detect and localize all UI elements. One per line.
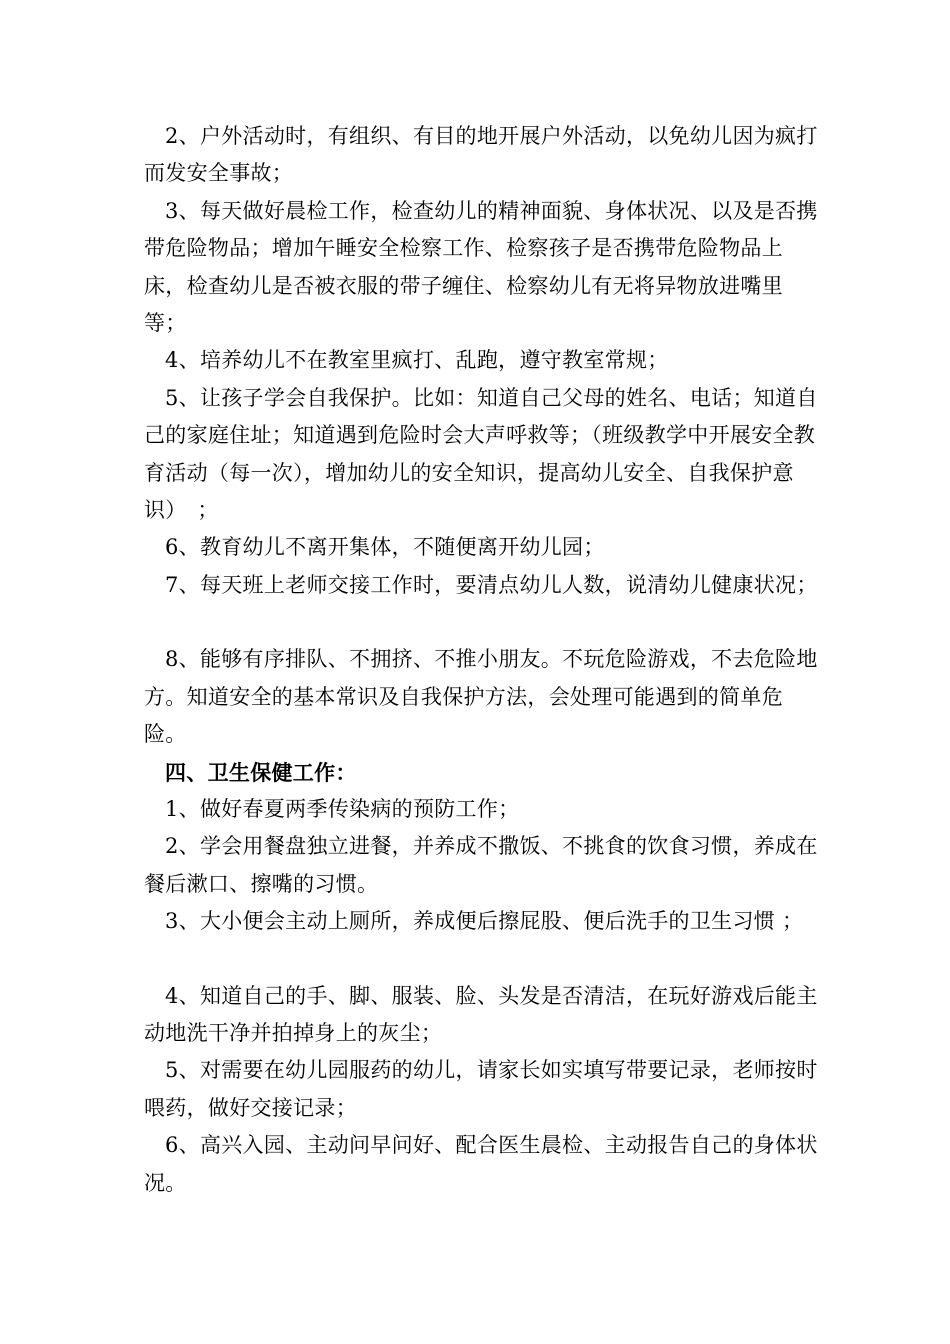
- health-item-5: 5、对需要在幼儿园服药的幼儿，请家长如实填写带要记录，老师按时喂药，做好交接记录；: [144, 1058, 818, 1120]
- safety-item-2: 2、户外活动时，有组织、有目的地开展户外活动，以免幼儿因为疯打而发安全事故；: [144, 124, 818, 186]
- safety-item-8: 8、能够有序排队、不拥挤、不推小朋友。不玩危险游戏，不去危险地方。知道安全的基本常识及自我保护方法，会处理可能遇到的简单危险。: [144, 647, 818, 747]
- health-item-2: 2、学会用餐盘独立进餐，并养成不撒饭、不挑食的饮食习惯，养成在餐后漱口、擦嘴的习惯。: [144, 834, 818, 896]
- safety-item-6: 6、教育幼儿不离开集体，不随便离开幼儿园；: [165, 535, 605, 560]
- safety-item-5: 5、让孩子学会自我保护。比如：知道自己父母的姓名、电话；知道自己的家庭住址；知道遇到危险时会大声呼救等；（班级教学中开展安全教育活动（每一次），增加幼儿的安全知识，提高幼儿安全、自我保护意识） ；: [144, 385, 818, 523]
- safety-item-7: 7、每天班上老师交接工作时，要清点幼儿人数，说清幼儿健康状况；: [165, 572, 818, 597]
- document-body: [144, 118, 824, 1202]
- safety-item-3: 3、每天做好晨检工作，检查幼儿的精神面貌、身体状况、以及是否携带危险物品；增加午睡安全检察工作、检察孩子是否携带危险物品上床，检查幼儿是否被衣服的带子缠住、检察幼儿有无将异物放进嘴里等；: [144, 198, 818, 336]
- health-item-4: 4、知道自己的手、脚、服装、脸、头发是否清洁，在玩好游戏后能主动地洗干净并拍掉身上的灰尘；: [144, 983, 818, 1045]
- health-item-6: 6、高兴入园、主动问早问好、配合医生晨检、主动报告自己的身体状况。: [144, 1133, 818, 1195]
- section-heading-health: 四、卫生保健工作：: [165, 759, 357, 785]
- health-item-3: 3、大小便会主动上厕所，养成便后擦屁股、便后洗手的卫生习惯 ；: [165, 909, 804, 934]
- safety-item-4: 4、培养幼儿不在教室里疯打、乱跑，遵守教室常规；: [165, 348, 669, 373]
- health-item-1: 1、做好春夏两季传染病的预防工作；: [165, 796, 520, 821]
